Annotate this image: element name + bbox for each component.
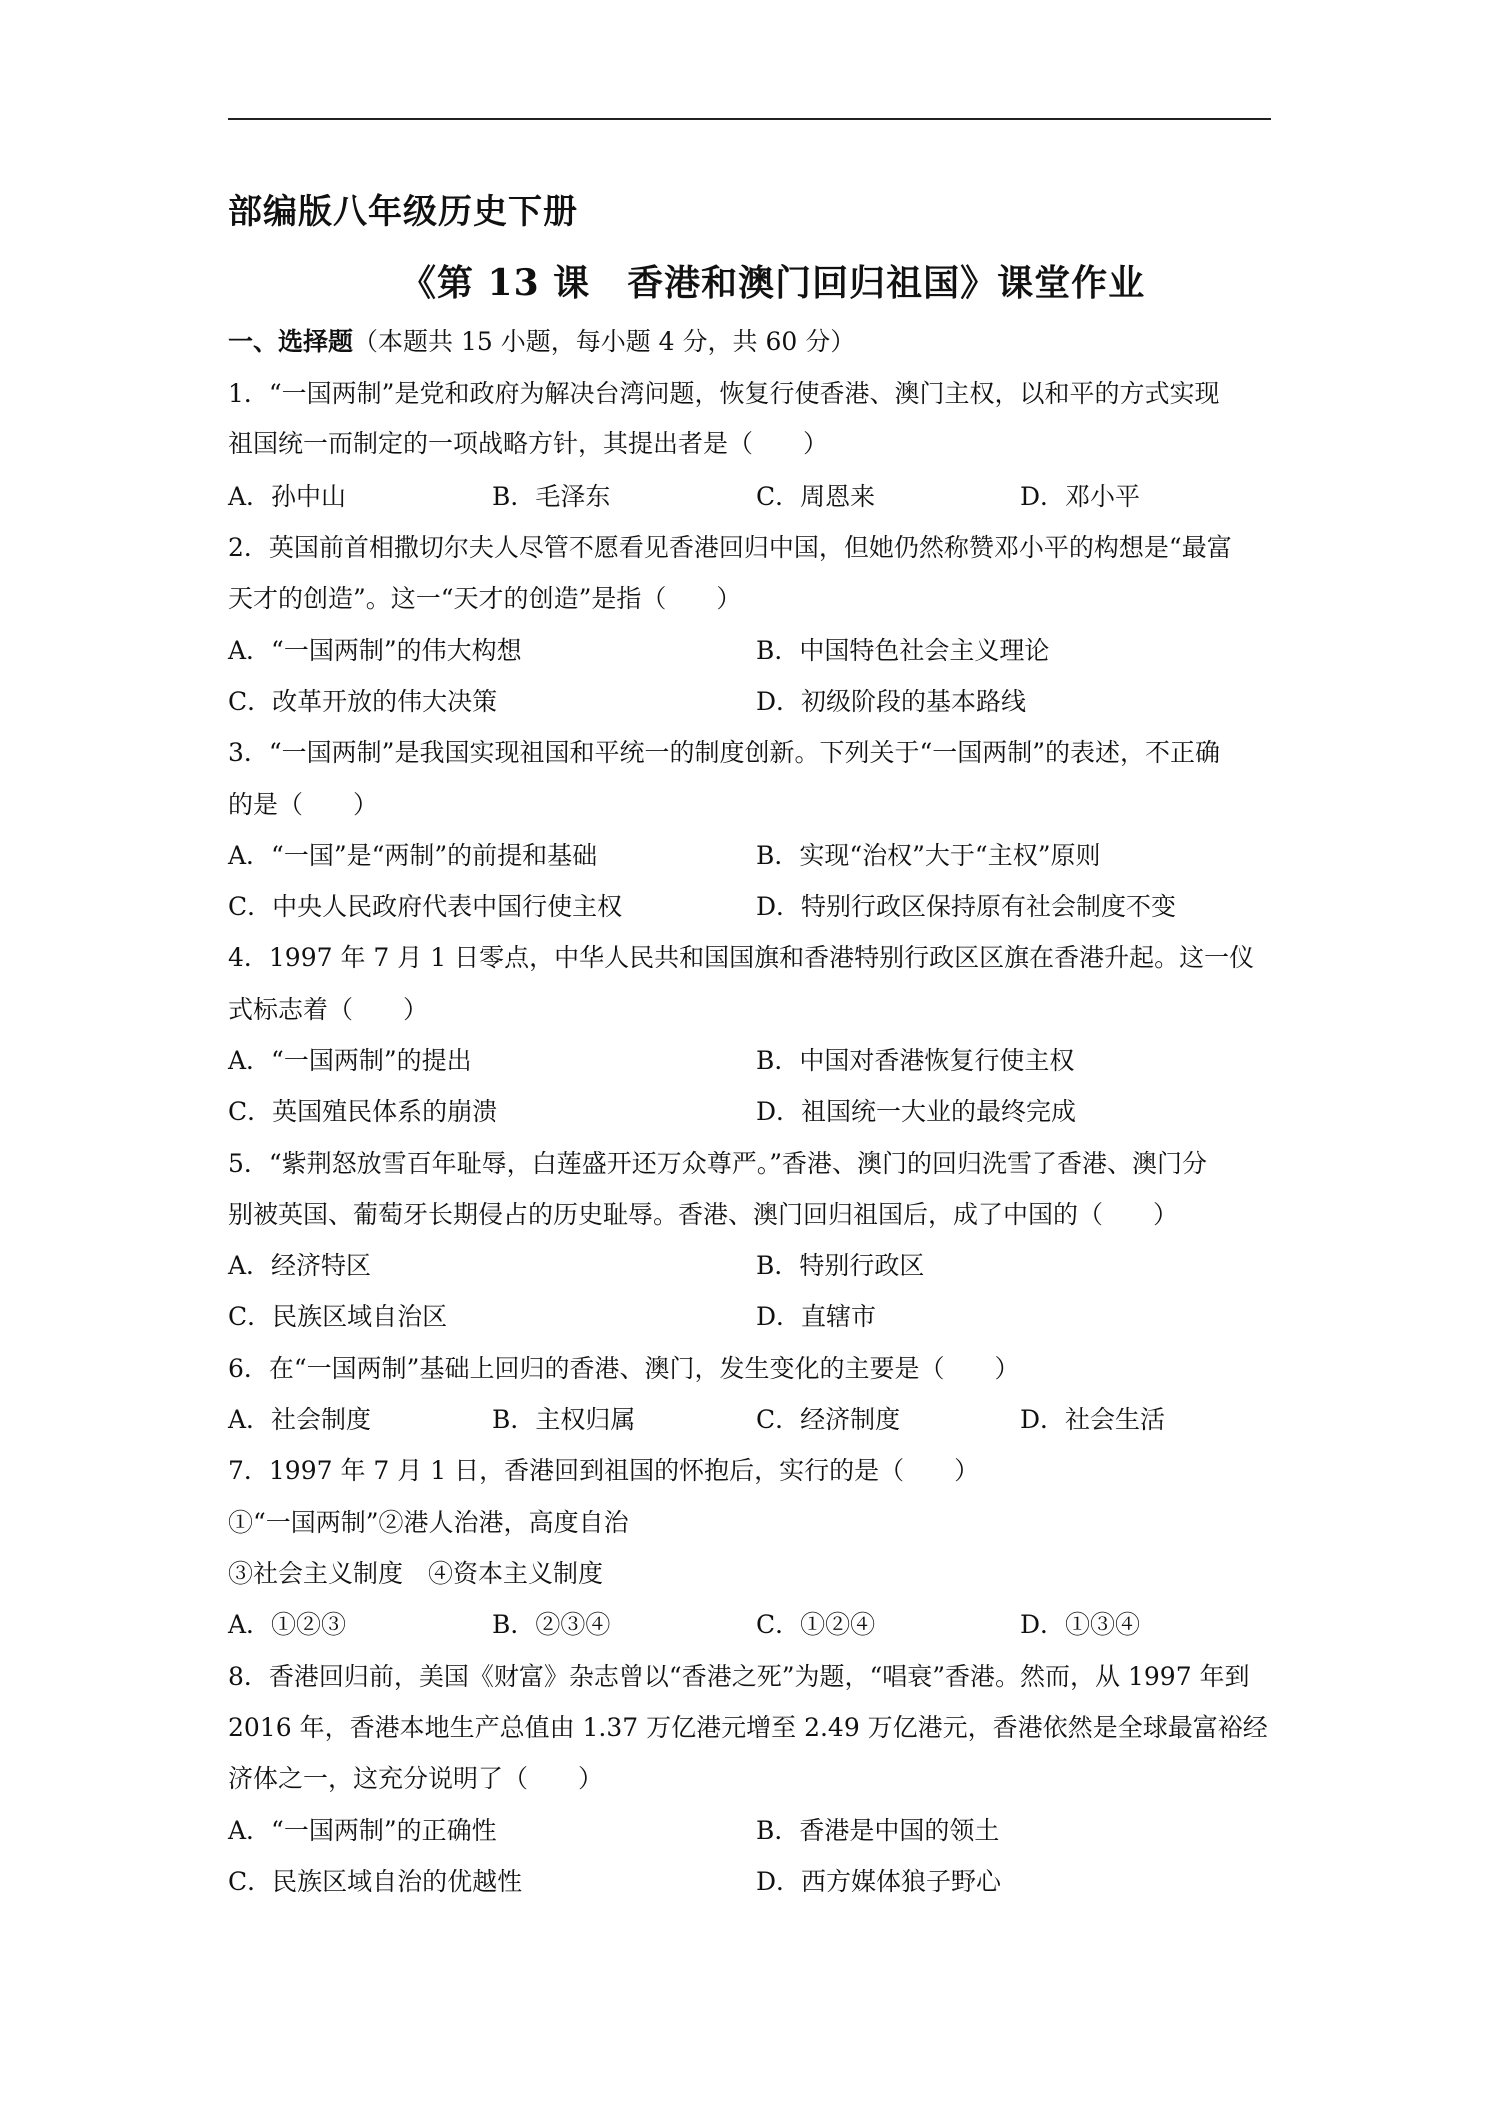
question-7-option-a: A．①②③ xyxy=(228,1610,347,1639)
question-5-option-b: B．特别行政区 xyxy=(756,1251,925,1280)
lesson-title: 《第 13 课 香港和澳门回归祖国》课堂作业 xyxy=(400,262,1146,304)
question-6-option-d: D．社会生活 xyxy=(1020,1405,1166,1434)
question-5-line-2: 别被英国、葡萄牙长期侵占的历史耻辱。香港、澳门回归祖国后，成了中国的（ ） xyxy=(228,1200,1179,1229)
question-1-option-d: D．邓小平 xyxy=(1020,482,1141,511)
question-1-line-1: 1．“一国两制”是党和政府为解决台湾问题，恢复行使香港、澳门主权，以和平的方式实现 xyxy=(228,379,1220,408)
document-title: 部编版八年级历史下册 xyxy=(228,192,578,232)
question-3-option-d: D．特别行政区保持原有社会制度不变 xyxy=(756,892,1177,921)
question-8-option-c: C．民族区域自治的优越性 xyxy=(228,1867,523,1896)
question-2-option-d: D．初级阶段的基本路线 xyxy=(756,687,1027,716)
question-5-option-a: A．经济特区 xyxy=(228,1251,372,1280)
question-4-option-b: B．中国对香港恢复行使主权 xyxy=(756,1046,1075,1075)
question-8-line-2: 2016 年，香港本地生产总值由 1.37 万亿港元增至 2.49 万亿港元，香港依然是全球最富裕经 xyxy=(228,1713,1268,1742)
question-1-line-2: 祖国统一而制定的一项战略方针，其提出者是（ ） xyxy=(228,429,829,458)
question-8-line-3: 济体之一，这充分说明了（ ） xyxy=(228,1764,604,1793)
question-3-line-1: 3．“一国两制”是我国实现祖国和平统一的制度创新。下列关于“一国两制”的表述，不正确 xyxy=(228,738,1221,767)
question-7-line-3: ③社会主义制度 ④资本主义制度 xyxy=(228,1559,604,1588)
question-2-option-b: B．中国特色社会主义理论 xyxy=(756,636,1050,665)
question-8-option-d: D．西方媒体狼子野心 xyxy=(756,1867,1002,1896)
question-5-option-d: D．直辖市 xyxy=(756,1302,877,1331)
question-1-option-c: C．周恩来 xyxy=(756,482,876,511)
question-4-line-1: 4．1997 年 7 月 1 日零点，中华人民共和国国旗和香港特别行政区区旗在香港升起。这一仪 xyxy=(228,943,1255,972)
question-8-option-b: B．香港是中国的领土 xyxy=(756,1816,1000,1845)
question-4-option-d: D．祖国统一大业的最终完成 xyxy=(756,1097,1077,1126)
question-7-line-1: 7．1997 年 7 月 1 日，香港回到祖国的怀抱后，实行的是（ ） xyxy=(228,1456,980,1485)
section-heading xyxy=(228,326,855,358)
question-8-line-1: 8．香港回归前，美国《财富》杂志曾以“香港之死”为题，“唱衰”香港。然而，从 1997 年到 xyxy=(228,1662,1250,1691)
question-4-line-2: 式标志着（ ） xyxy=(228,995,429,1024)
question-3-option-a: A．“一国”是“两制”的前提和基础 xyxy=(228,841,598,870)
question-7-option-d: D．①③④ xyxy=(1020,1610,1141,1639)
question-6-line-1: 6．在“一国两制”基础上回归的香港、澳门，发生变化的主要是（ ） xyxy=(228,1354,1020,1383)
question-3-line-2: 的是（ ） xyxy=(228,790,379,819)
question-2-option-c: C．改革开放的伟大决策 xyxy=(228,687,498,716)
question-8-option-a: A．“一国两制”的正确性 xyxy=(228,1816,497,1845)
header-rule xyxy=(228,118,1271,120)
question-3-option-b: B．实现“治权”大于“主权”原则 xyxy=(756,841,1101,870)
question-4-option-c: C．英国殖民体系的崩溃 xyxy=(228,1097,498,1126)
question-6-option-a: A．社会制度 xyxy=(228,1405,372,1434)
question-5-line-1: 5．“紫荆怒放雪百年耻辱，白莲盛开还万众尊严。”香港、澳门的回归洗雪了香港、澳门分 xyxy=(228,1149,1207,1178)
question-6-option-c: C．经济制度 xyxy=(756,1405,901,1434)
question-1-option-a: A．孙中山 xyxy=(228,482,347,511)
question-2-line-2: 天才的创造”。这一“天才的创造”是指（ ） xyxy=(228,584,742,613)
question-2-option-a: A．“一国两制”的伟大构想 xyxy=(228,636,522,665)
question-1-option-b: B．毛泽东 xyxy=(492,482,611,511)
section-label: 一、选择题 xyxy=(228,327,354,356)
question-3-option-c: C．中央人民政府代表中国行使主权 xyxy=(228,892,623,921)
question-7-line-2: ①“一国两制”②港人治港，高度自治 xyxy=(228,1508,629,1537)
question-4-option-a: A．“一国两制”的提出 xyxy=(228,1046,472,1075)
question-2-line-1: 2．英国前首相撒切尔夫人尽管不愿看见香港回归中国，但她仍然称赞邓小平的构想是“最富 xyxy=(228,533,1232,562)
question-6-option-b: B．主权归属 xyxy=(492,1405,636,1434)
question-7-option-c: C．①②④ xyxy=(756,1610,876,1639)
section-note: （本题共 15 小题，每小题 4 分，共 60 分） xyxy=(353,327,856,356)
question-7-option-b: B．②③④ xyxy=(492,1610,611,1639)
question-5-option-c: C．民族区域自治区 xyxy=(228,1302,448,1331)
